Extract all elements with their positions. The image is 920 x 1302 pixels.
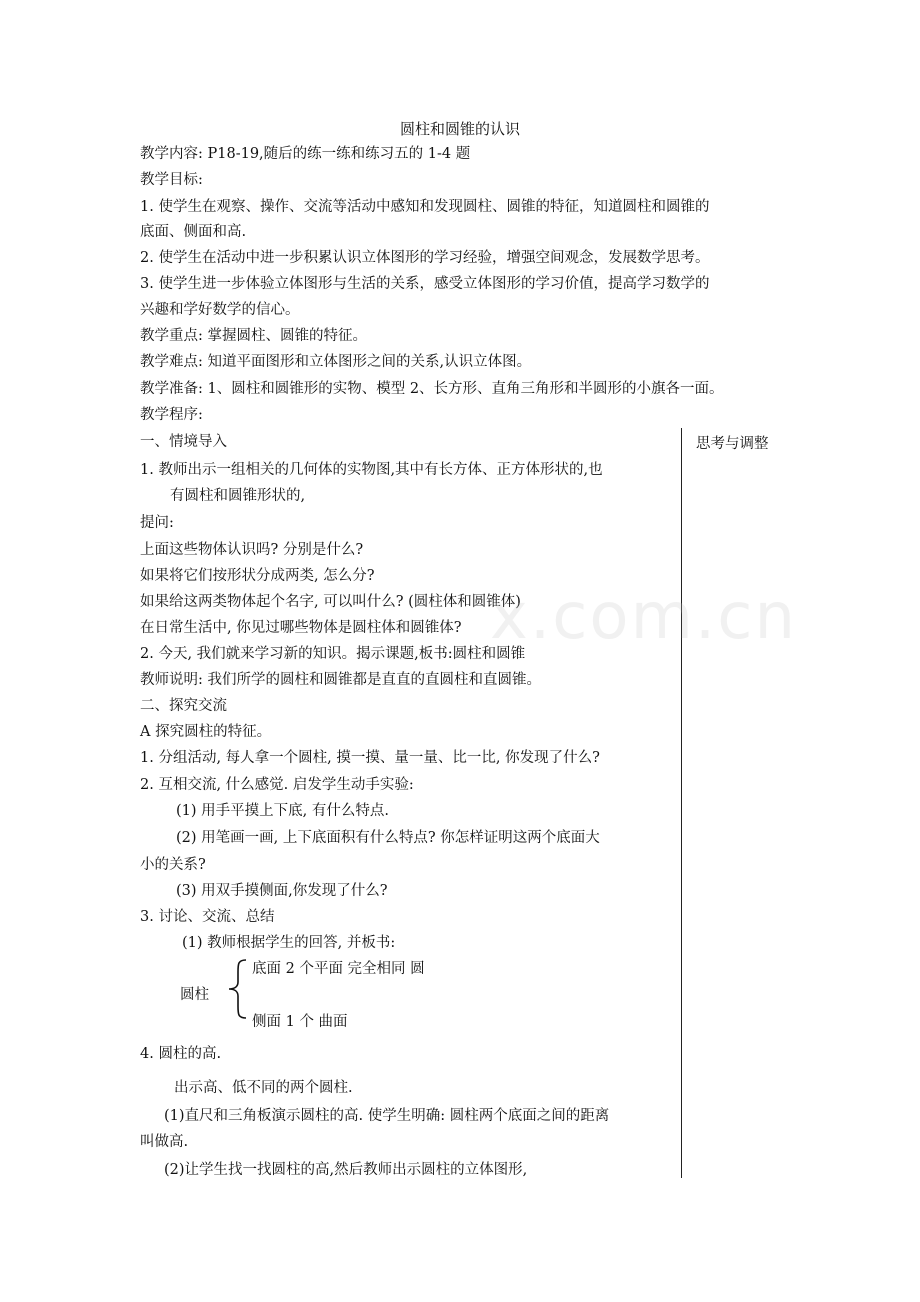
curly-brace-icon (226, 958, 248, 1020)
body-line: 小的关系? (140, 857, 206, 873)
body-line: 3. 讨论、交流、总结 (140, 909, 275, 925)
body-line: 有圆柱和圆锥形状的, (170, 488, 306, 504)
diagram-row-side: 侧面 1 个 曲面 (252, 1014, 348, 1030)
goal-1-cont: 底面、侧面和高. (140, 224, 247, 240)
watermark: x.com.cn (490, 580, 797, 654)
prep-line: 教学准备: 1、圆柱和圆锥形的实物、模型 2、长方形、直角三角形和半圆形的小旗各一面。 (140, 381, 724, 397)
difficulty-line: 教学难点: 知道平面图形和立体图形之间的关系,认识立体图。 (140, 354, 532, 370)
section-1-heading: 一、情境导入 (140, 434, 227, 450)
body-line: 上面这些物体认识吗? 分别是什么? (140, 542, 364, 558)
body-line: 教师说明: 我们所学的圆柱和圆锥都是直直的直圆柱和直圆锥。 (140, 672, 541, 688)
diagram-label-cylinder: 圆柱 (180, 987, 209, 1003)
body-line: 如果将它们按形状分成两类, 怎么分? (140, 568, 375, 584)
goal-3-cont: 兴趣和学好数学的信心。 (140, 302, 300, 318)
content-line: 教学内容: P18-19,随后的练一练和练习五的 1-4 题 (140, 146, 471, 162)
body-line: 1. 教师出示一组相关的几何体的实物图,其中有长方体、正方体形状的,也 (140, 462, 603, 478)
diagram-row-base: 底面 2 个平面 完全相同 圆 (252, 961, 425, 977)
body-line: (1)直尺和三角板演示圆柱的高. 使学生明确: 圆柱两个底面之间的距离 (164, 1108, 610, 1124)
goal-2-line: 2. 使学生在活动中进一步积累认识立体图形的学习经验，增强空间观念，发展数学思考。 (140, 250, 710, 266)
page-title: 圆柱和圆锥的认识 (399, 120, 520, 138)
goal-1-line: 1. 使学生在观察、操作、交流等活动中感知和发现圆柱、圆锥的特征，知道圆柱和圆锥的 (140, 199, 710, 215)
section-2-heading: 二、探究交流 (140, 698, 227, 714)
body-line: 在日常生活中, 你见过哪些物体是圆柱体和圆锥体? (140, 620, 462, 636)
body-line: 叫做高. (140, 1134, 189, 1150)
procedure-heading: 教学程序: (140, 407, 203, 423)
body-line: 提问: (140, 515, 174, 531)
body-line: 1. 分组活动, 每人拿一个圆柱, 摸一摸、量一量、比一比, 你发现了什么? (140, 750, 600, 766)
goal-3-line: 3. 使学生进一步体验立体图形与生活的关系，感受立体图形的学习价值，提高学习数学的 (140, 276, 710, 292)
body-line: (2) 用笔画一画, 上下底面积有什么特点? 你怎样证明这两个底面大 (176, 830, 600, 846)
key-point-line: 教学重点: 掌握圆柱、圆锥的特征。 (140, 328, 367, 344)
body-line: 2. 互相交流, 什么感觉. 启发学生动手实验: (140, 777, 414, 793)
body-line: A 探究圆柱的特征。 (140, 724, 272, 740)
body-line: 出示高、低不同的两个圆柱. (174, 1080, 353, 1096)
body-line: 如果给这两类物体起个名字, 可以叫什么? (圆柱体和圆锥体) (140, 594, 521, 610)
body-line: (2)让学生找一找圆柱的高,然后教师出示圆柱的立体图形, (164, 1162, 528, 1178)
body-line: (1) 用手平摸上下底, 有什么特点. (176, 803, 389, 819)
side-column-heading: 思考与调整 (696, 436, 769, 452)
body-line: 4. 圆柱的高. (140, 1046, 222, 1062)
body-line: (3) 用双手摸侧面,你发现了什么? (176, 883, 388, 899)
body-line: 2. 今天, 我们就来学习新的知识。揭示课题,板书:圆柱和圆锥 (140, 646, 526, 662)
goal-heading: 教学目标: (140, 172, 203, 188)
column-divider (681, 428, 682, 1178)
body-line: (1) 教师根据学生的回答, 并板书: (182, 935, 396, 951)
